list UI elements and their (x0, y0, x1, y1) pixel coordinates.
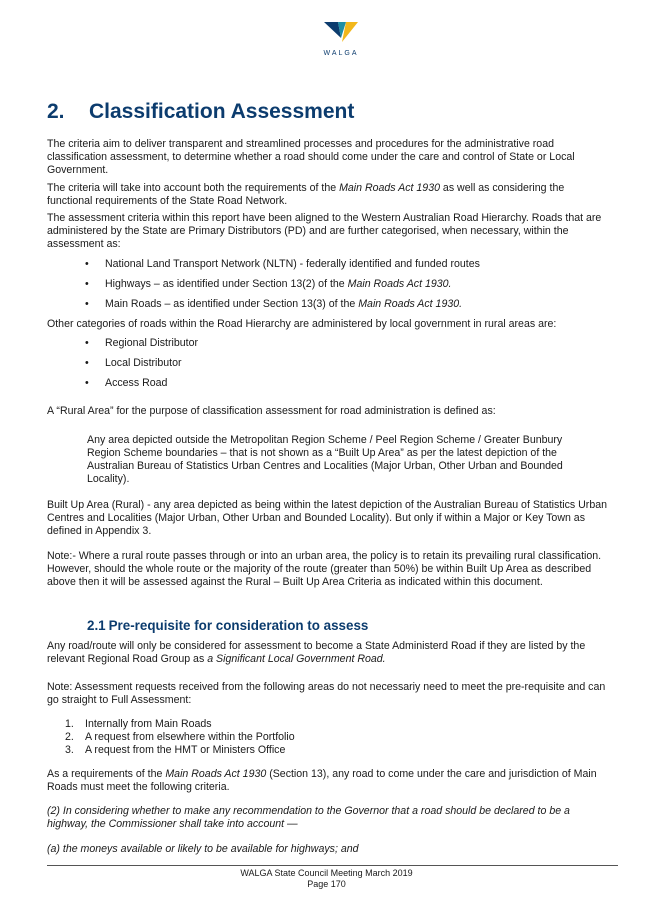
logo-text: WALGA (323, 50, 359, 57)
paragraph-requirements: The criteria will take into account both the requirements of the Main Roads Act 1930 as well as considering the functional requirements of the State Road Network. (47, 182, 565, 207)
footer-page-number: Page 170 (307, 879, 346, 889)
footer-meeting: WALGA State Council Meeting March 2019 (240, 868, 413, 878)
walga-logo-icon (324, 22, 358, 44)
paragraph-criteria: The assessment criteria within this report have been aligned to the Western Australian Road Hierarchy. Roads that are administered by the State are Primary Distributors (PD) and are further categorised, when necessary, within the assessment as: (47, 212, 602, 250)
walga-logo (316, 22, 366, 60)
paragraph-built-up-area: Built Up Area (Rural) - any area depicted as being within the latest depiction of the Australian Bureau of Statistics Urban Centres and Localities (Major Urban, Other Urban and Bounded Locality). But only if within a Major or Key Town as defined in Appendix 3. (47, 499, 608, 537)
section-number: 2. (47, 100, 65, 123)
paragraph-note-assessment: Note: Assessment requests received from the following areas do not necessariy need to meet the pre-requisite and can go straight to Full Assessment: (47, 681, 606, 706)
section-title: Classification Assessment (89, 100, 355, 123)
paragraph-prerequisite: Any road/route will only be considered for assessment to become a State Administerd Road if they are listed by the relevant Regional Road Group as a Significant Local Government Road. (47, 640, 586, 665)
section-heading (47, 99, 354, 125)
paragraph-act-requirements: As a requirements of the Main Roads Act 1930 (Section 13), any road to come under the care and jurisdiction of Main Roads must meet the following criteria. (47, 768, 597, 793)
paragraph-rural-definition: Any area depicted outside the Metropolitan Region Scheme / Peel Region Scheme / Greater Bunbury Region Scheme boundaries – that is not shown as a “Built Up Area” as per the latest depiction of the Australian Bureau of Statistics Urban Centres and Localities (Major Urban, Other Urban and Bounded Locality). (87, 434, 563, 485)
footer-divider (47, 865, 618, 866)
paragraph-act-quote-a: (a) the moneys available or likely to be available for highways; and (47, 843, 359, 855)
paragraph-other-categories: Other categories of roads within the Road Hierarchy are administered by local government in rural areas are: (47, 318, 557, 330)
subsection-heading: 2.1 Pre-requisite for consideration to assess (87, 618, 369, 633)
paragraph-act-quote: (2) In considering whether to make any recommendation to the Governor that a road should be declared to be a highway, the Commissioner shall take into account — (47, 805, 570, 830)
paragraph-note-rural: Note:- Where a rural route passes through or into an urban area, the policy is to retain its prevailing rural classification. However, should the whole route or the majority of the route (greater than 50%) be within Built Up Area as described above then it will be assessed against the Rural – Built Up Area Criteria as indicated within this document. (47, 550, 602, 588)
paragraph-intro: The criteria aim to deliver transparent and streamlined processes and procedures for the administrative road classification assessment, to determine whether a road should come under the care and control of State or Local Government. (47, 138, 575, 176)
paragraph-rural-area: A “Rural Area” for the purpose of classification assessment for road administration is defined as: (47, 405, 496, 417)
